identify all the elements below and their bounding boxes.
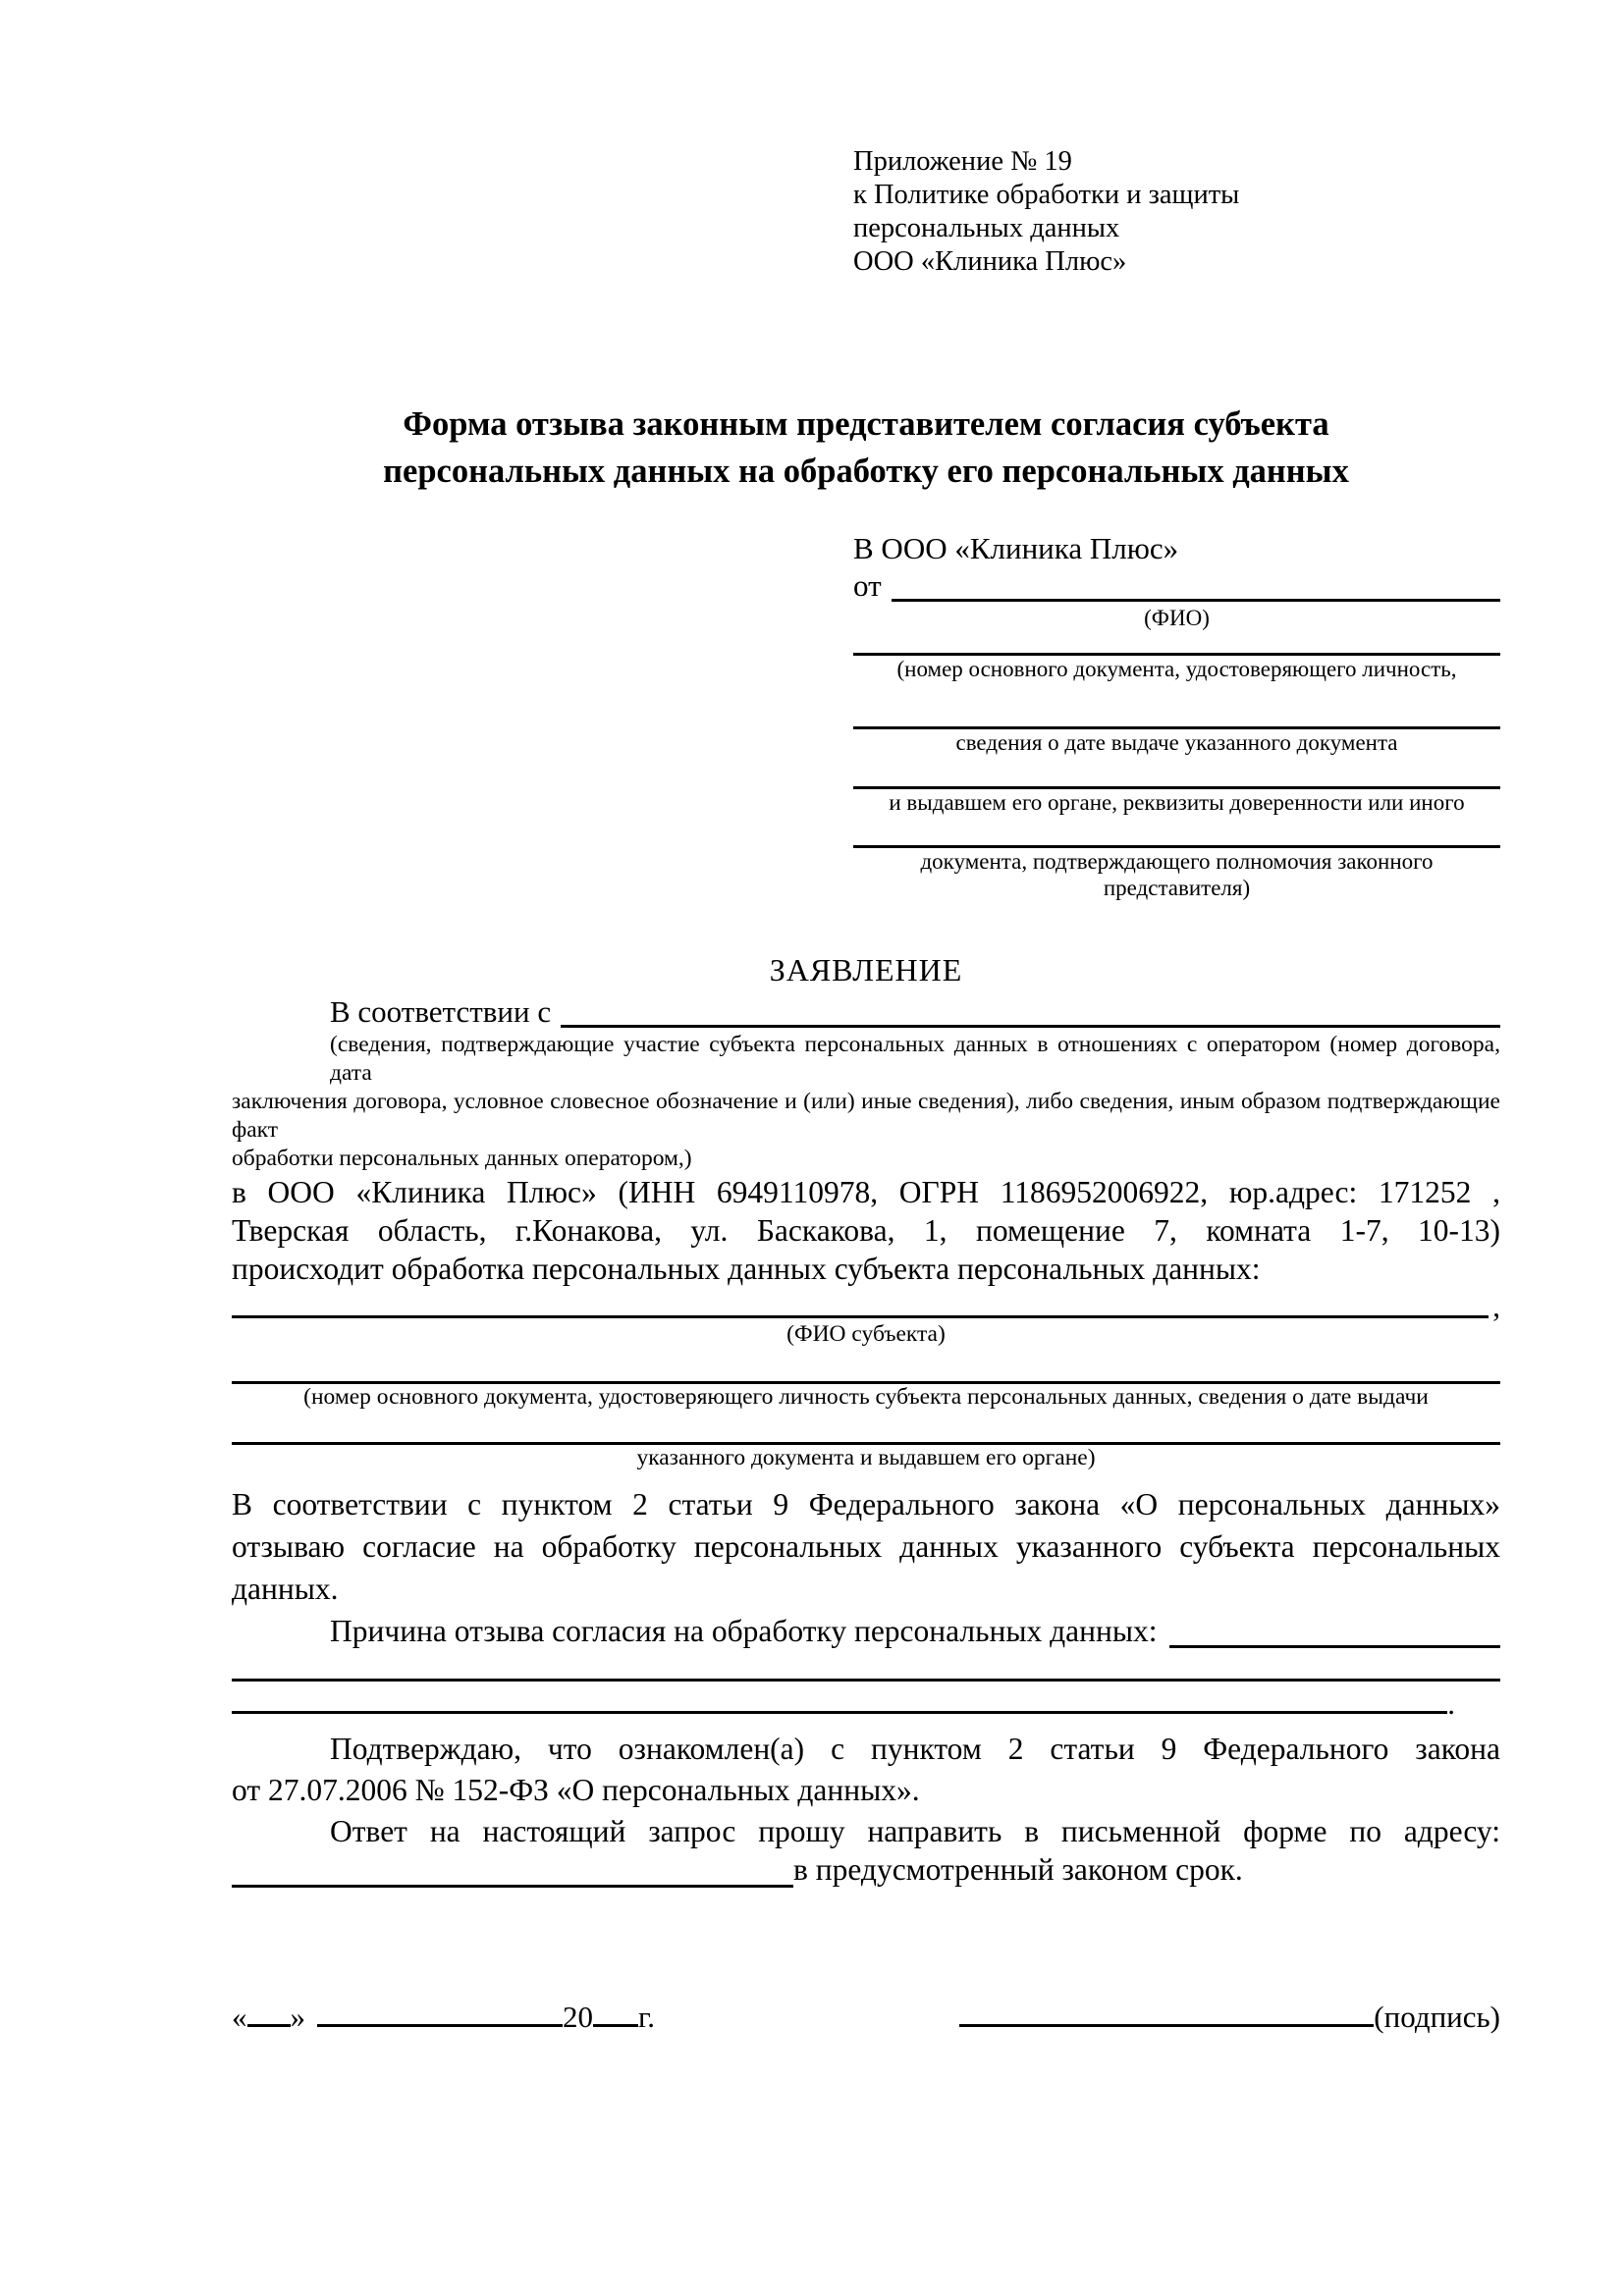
caption-subject-doc: (номер основного документа, удостоверяющего личность субъекта персональных данных, сведения о дате выдачи [303,1384,1429,1410]
operator-line: в ООО «Клиника Плюс» (ИНН 6949110978, ОГРН 1186952006922, юр.адрес: 171252 , [232,1175,1500,1209]
address-term-row [232,1852,1500,1888]
law-line: отзываю согласие на обработку персональных данных указанного субъекта персональных [232,1529,1500,1564]
law-paragraph [232,1483,1500,1610]
fill-line-reason-cont [232,1679,1500,1682]
appendix-line: Приложение № 19 [853,146,1072,177]
operator-line: Тверская область, г.Конакова, ул. Баскакова, 1, помещение 7, комната 1-7, 10-13) [232,1213,1500,1248]
reason-end-row [232,1686,1500,1721]
addressee-org: В ООО «Клиника Плюс» [853,531,1179,565]
document-content [232,0,1500,2037]
date-field [232,1998,655,2037]
statement-heading: ЗАЯВЛЕНИЕ [769,952,963,988]
fill-line-year [593,2001,638,2027]
year-prefix: 20 [563,2000,593,2034]
document-title [232,400,1500,495]
law-line: В соответствии с пунктом 2 статьи 9 Федерального закона «О персональных данных» [232,1487,1500,1522]
caption-issuer: и выдавшем его органе, реквизиты доверенности или иного [889,790,1465,815]
open-quote: « [232,2000,247,2034]
confirmation-line: от 27.07.2006 № 152-ФЗ «О персональных данных». [232,1773,920,1807]
term-text: в предусмотренный законом срок. [793,1852,1243,1887]
reason-row [232,1612,1500,1651]
caption-issue-date: сведения о дате выдаче указанного документа [955,730,1398,755]
confirmation-line: Подтверждаю, что ознакомлен(а) с пунктом 2 статьи 9 Федерального закона [330,1732,1500,1766]
addressee-block [853,530,1500,901]
caption-authority-doc: документа, подтверждающего полномочия законного представителя) [920,849,1434,900]
year-suffix: г. [638,2000,655,2034]
caption-fio: (ФИО) [1144,606,1210,630]
signature-row [232,1998,1500,2037]
fill-line-subject-fio [232,1311,1489,1318]
appendix-line: персональных данных [853,213,1120,243]
fill-line-basis [561,1021,1500,1028]
small-print-line: (сведения, подтверждающие участие субъекта персональных данных в отношениях с оператором (номер договора, дата [330,1032,1500,1086]
small-print-line: обработки персональных данных оператором,) [232,1146,692,1171]
comma-text: , [1492,1289,1500,1323]
small-print-note [232,1031,1500,1173]
fill-line-reason [1169,1641,1500,1648]
appendix-line: ООО «Клиника Плюс» [853,246,1127,277]
fill-line-address [232,1861,793,1888]
title-line: Форма отзыва законным представителем согласия субъекта [403,405,1329,443]
fill-line-signature [959,2001,1374,2027]
reason-label: Причина отзыва согласия на обработку персональных данных: [330,1614,1158,1648]
signature-field [959,1998,1500,2037]
operator-line: происходит обработка персональных данных субъекта персональных данных: [232,1252,1261,1286]
caption-subject-fio: (ФИО субъекта) [786,1321,946,1347]
appendix-line: к Политике обработки и защиты [853,180,1240,210]
confirmation-paragraph [232,1729,1500,1811]
operator-paragraph [232,1173,1500,1288]
fill-line-fio [892,595,1500,602]
from-label: от [853,568,882,603]
close-quote: » [290,2000,305,2034]
intro-row [232,993,1500,1031]
from-row [853,567,1500,605]
period-text: . [1447,1686,1455,1721]
title-line: персональных данных на обработку его персональных данных [383,453,1349,490]
small-print-line: заключения договора, условное словесное обозначение и (или) иные сведения), либо сведения, иным образом подтверждающие факт [232,1089,1500,1143]
caption-subject-doc-issuer: указанного документа и выдавшем его органе) [636,1445,1096,1470]
subject-fio-row [232,1288,1500,1321]
law-line: данных. [232,1572,339,1606]
fill-line-reason-end [232,1707,1447,1714]
caption-doc-number: (номер основного документа, удостоверяющего личность, [896,657,1457,681]
caption-signature: (подпись) [1374,2000,1500,2034]
response-request-line: Ответ на настоящий запрос прошу направить в письменной форме по адресу: [330,1814,1500,1848]
intro-label: В соответствии с [330,994,552,1029]
fill-line-month [317,2001,563,2027]
appendix-note [853,0,1500,279]
fill-line-day [247,2001,291,2027]
